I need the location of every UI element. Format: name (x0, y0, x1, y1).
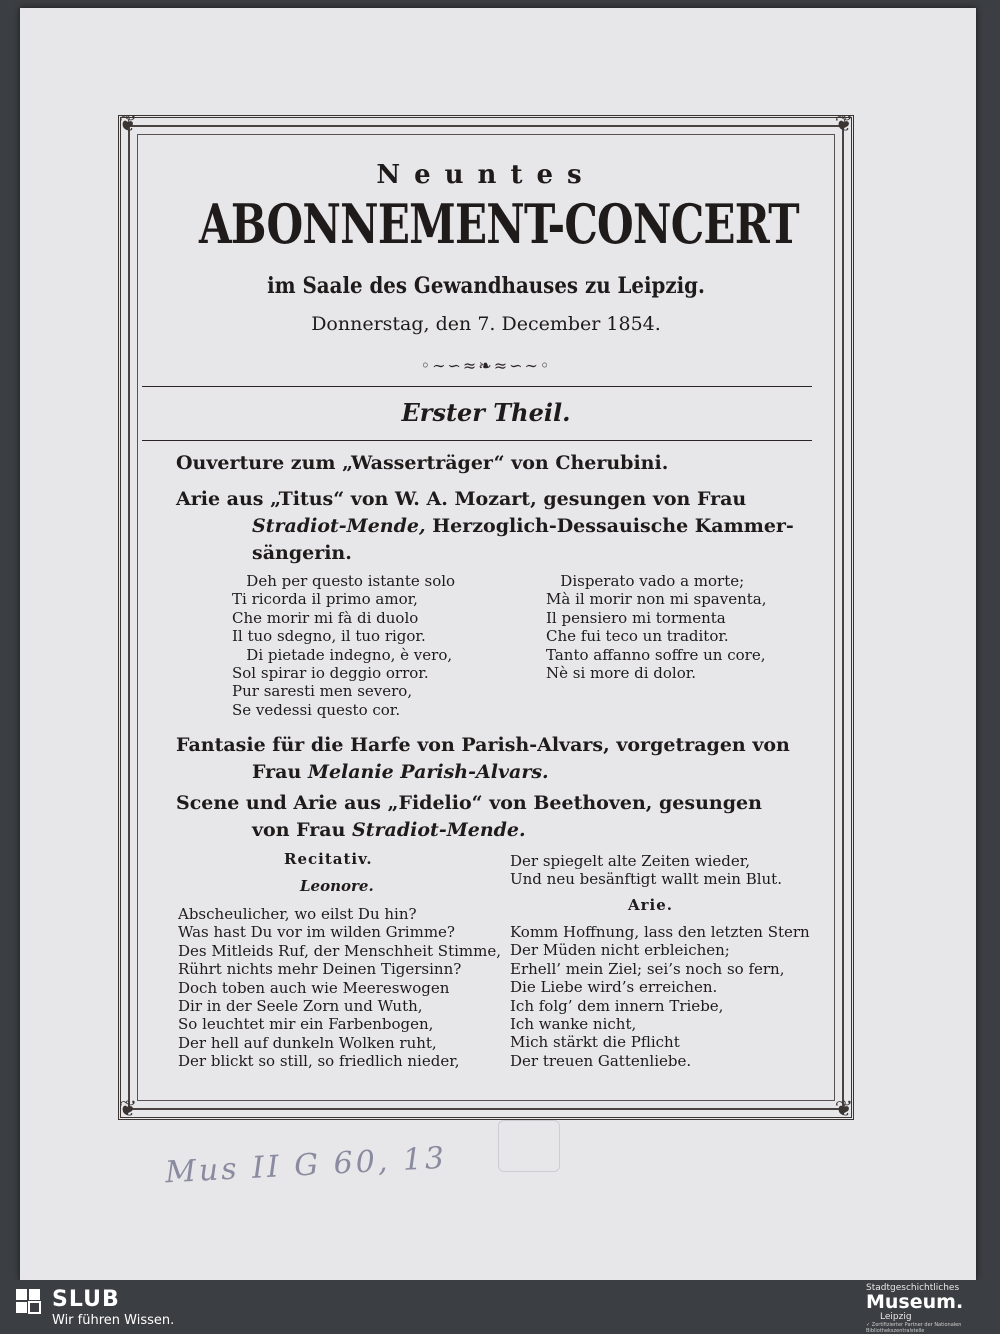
fidelio-lyrics-left: Abscheulicher, wo eilst Du hin? Was hast Du vor im wilden Grimme? Des Mitleids Ruf, der Menschheit Stimme, Rührt nichts mehr Deinen Tigersinn? Doch toben auch wie Meereswogen Dir in der Seele Zorn und Wuth, So leuchtet mir ein Farbenbogen, Der hell auf dunkeln Wolken ruht, Der blickt so still, so friedlich nieder, (178, 905, 501, 1071)
handwritten-shelfmark: Mus II G 60, 13 (164, 1140, 448, 1191)
museum-label-small: Stadtgeschichtliches (866, 1283, 960, 1293)
concert-number: Neuntes (376, 160, 596, 190)
role-name: Leonore. (300, 877, 374, 895)
library-stamp (498, 1120, 560, 1172)
titus-lyrics-right: Disperato vado a morte; Mà il morir non mi spaventa, Il pensiero mi tormenta Che fui teco un traditor. Tanto affanno soffre un core, Nè si more di dolor. (546, 572, 767, 683)
fidelio-lyrics-right: Komm Hoffnung, lass den letzten Stern Der Müden nicht erbleichen; Erhell’ mein Ziel; sei’s noch so fern, Die Liebe wird’s erreichen. Ich folg’ dem innern Triebe, Ich wanke nicht, Mich stärkt die Pflicht Der treuen Gattenliebe. (510, 923, 810, 1070)
divider-rule (142, 386, 812, 387)
arie-heading: Arie. (628, 896, 674, 914)
section-heading: Erster Theil. (401, 398, 571, 427)
corner-ornament-icon: ❦ (118, 112, 138, 137)
divider-rule (142, 440, 812, 441)
date-line: Donnerstag, den 7. December 1854. (311, 313, 661, 335)
program-item-titus: Arie aus „Titus“ von W. A. Mozart, gesungen von Frau Stradiot-Mende, Herzoglich-Dessauische Kammer- sängerin. (176, 488, 794, 564)
program-item-fantasie: Fantasie für die Harfe von Parish-Alvars, vorgetragen von Frau Melanie Parish-Alvars. (176, 734, 790, 783)
program-item-fidelio: Scene und Arie aus „Fidelio“ von Beethoven, gesungen von Frau Stradiot-Mende. (176, 792, 762, 841)
recitativ-heading: Recitativ. (284, 850, 373, 868)
program-item-overture: Ouverture zum „Wasserträger“ von Cherubini. (176, 452, 669, 474)
titus-lyrics-left: Deh per questo istante solo Ti ricorda il primo amor, Che morir mi fà di duolo Il tuo sdegno, il tuo rigor. Di pietade indegno, è vero, Sol spirar io deggio orror. Pur saresti men severo, Se vedessi questo cor. (232, 572, 456, 719)
venue-line: im Saale des Gewandhauses zu Leipzig. (267, 273, 705, 299)
corner-ornament-icon: ❦ (834, 1097, 854, 1122)
slub-logo-text[interactable]: SLUB (52, 1287, 120, 1312)
fidelio-lyrics-right-top: Der spiegelt alte Zeiten wieder, Und neu besänftigt wallt mein Blut. (510, 852, 782, 889)
museum-logo-text[interactable]: Museum. (866, 1291, 964, 1313)
museum-certification: ✓ Zertifizierter Partner der Nationalen Bibliothekszentralstelle (866, 1322, 962, 1334)
page-title: ABONNEMENT-CONCERT (198, 192, 799, 256)
slub-logo-icon (14, 1287, 42, 1315)
slub-tagline: Wir führen Wissen. (52, 1313, 175, 1328)
museum-city: Leipzig (880, 1312, 912, 1322)
corner-ornament-icon: ❦ (834, 112, 854, 137)
ornament-divider-icon: ◦∼∽≈❧≈∽∼◦ (420, 356, 552, 375)
corner-ornament-icon: ❦ (118, 1097, 138, 1122)
